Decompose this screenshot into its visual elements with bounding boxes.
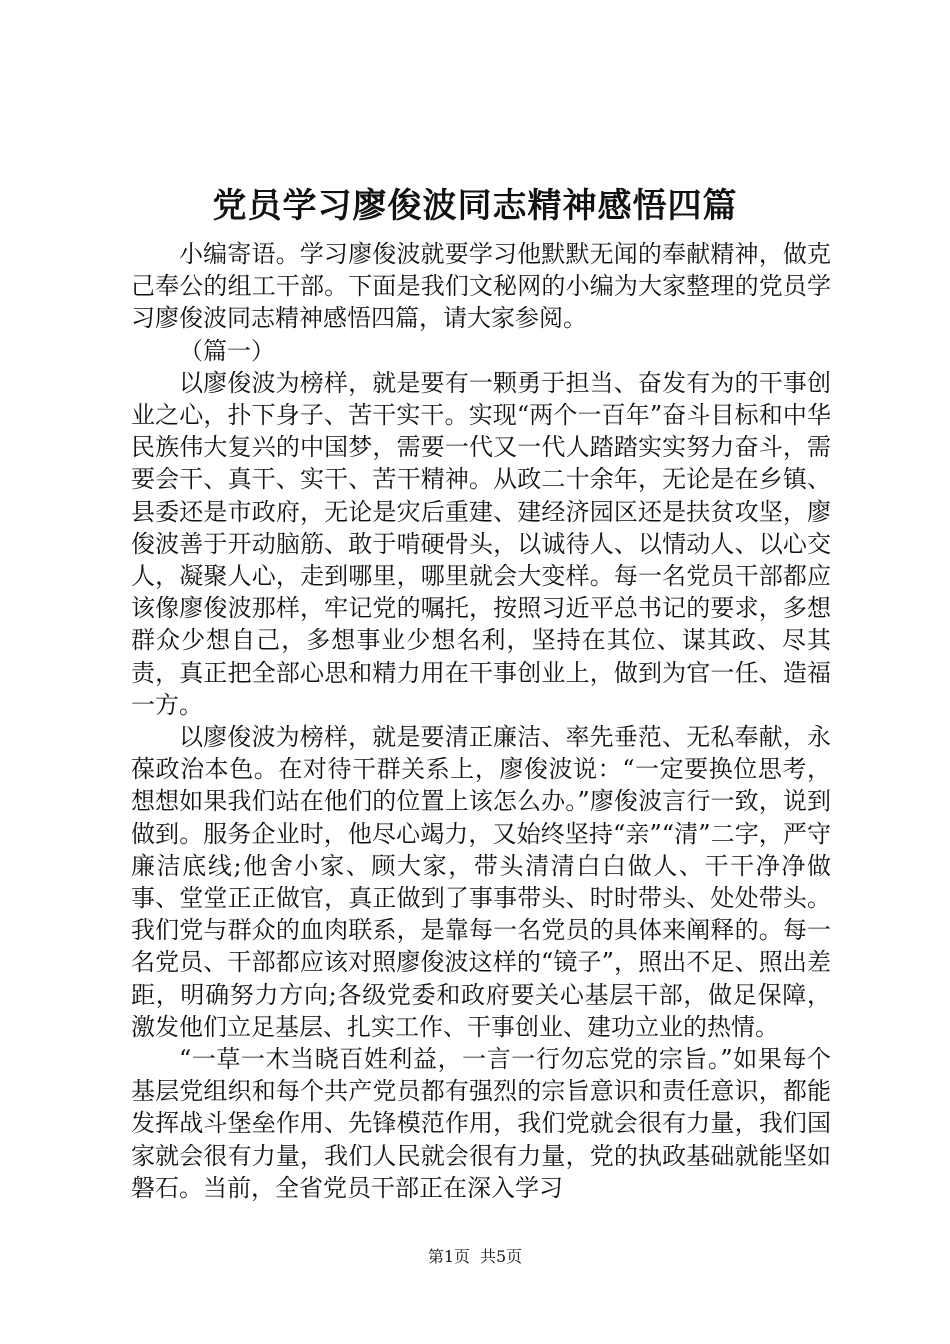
body-paragraph: 以廖俊波为榜样，就是要清正廉洁、率先垂范、无私奉献，永葆政治本色。在对待干群关系上，廖俊波说：“一定要换位思考，想想如果我们站在他们的位置上该怎么办。”廖俊波言行一致，说到做到。服务企业时，他尽心竭力，又始终坚持“亲”“清”二字，严守廉洁底线;他舍小家、顾大家，带头清清白白做人、干干净净做事、堂堂正正做官，真正做到了事事带头、时时带头、处处带头。我们党与群众的血肉联系，是靠每一名党员的具体来阐释的。每一名党员、干部都应该对照廖俊波这样的“镜子”，照出不足、照出差距，明确努力方向;各级党委和政府要关心基层干部，做足保障，激发他们立足基层、扎实工作、干事创业、建功立业的热情。 <box>131 723 831 1041</box>
intro-paragraph: 小编寄语。学习廖俊波就要学习他默默无闻的奉献精神，做克己奉公的组工干部。下面是我们文秘网的小编为大家整理的党员学习廖俊波同志精神感悟四篇，请大家参阅。 <box>131 240 831 333</box>
page-footer <box>0 1246 950 1268</box>
document-body <box>131 238 831 1204</box>
page-number: 第1页 <box>427 1247 470 1266</box>
body-paragraph: “一草一木当晓百姓利益，一言一行勿忘党的宗旨。”如果每个基层党组织和每个共产党员都有强烈的宗旨意识和责任意识，都能发挥战斗堡垒作用、先锋模范作用，我们党就会很有力量，我们国家就会很有力量，我们人民就会很有力量，党的执政基础就能坚如磐石。当前，全省党员干部正在深入学习 <box>131 1045 831 1202</box>
section-heading: （篇一） <box>179 336 275 365</box>
page-total: 共5页 <box>480 1247 523 1266</box>
body-paragraph: 以廖俊波为榜样，就是要有一颗勇于担当、奋发有为的干事创业之心，扑下身子、苦干实干。实现“两个一百年”奋斗目标和中华民族伟大复兴的中国梦，需要一代又一代人踏踏实实努力奋斗，需要会干、真干、实干、苦干精神。从政二十余年，无论是在乡镇、县委还是市政府，无论是灾后重建、建经济园区还是扶贫攻坚，廖俊波善于开动脑筋、敢于啃硬骨头，以诚待人、以情动人、以心交人，凝聚人心，走到哪里，哪里就会大变样。每一名党员干部都应该像廖俊波那样，牢记党的嘱托，按照习近平总书记的要求，多想群众少想自己，多想事业少想名利，坚持在其位、谋其政、尽其责，真正把全部心思和精力用在干事创业上，做到为官一任、造福一方。 <box>131 368 831 719</box>
document-title: 党员学习廖俊波同志精神感悟四篇 <box>212 186 738 226</box>
